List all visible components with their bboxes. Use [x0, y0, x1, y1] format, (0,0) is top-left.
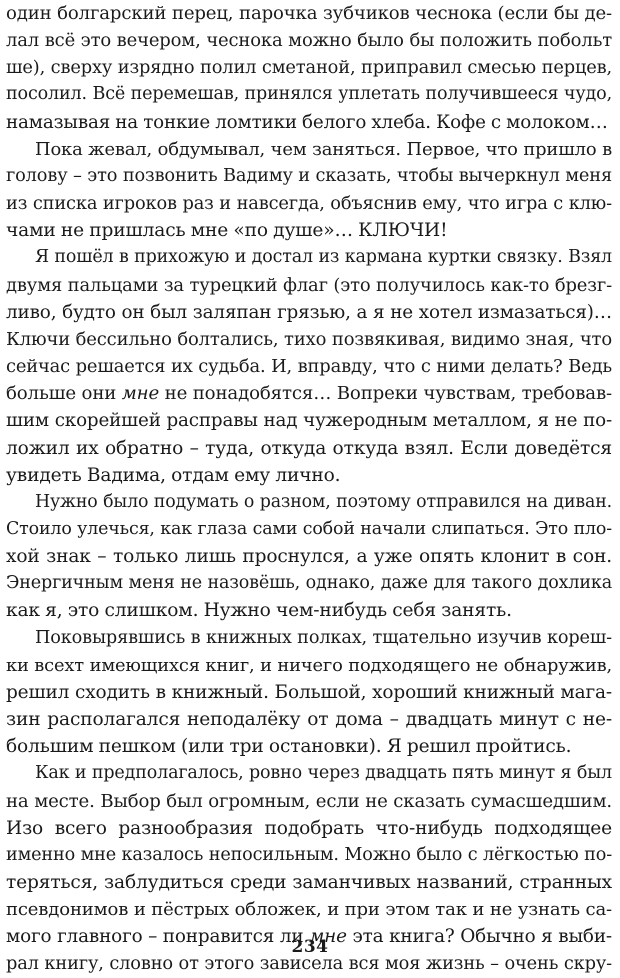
text-run: ше), сверху изрядно полил сметаной, приправил смесью перцев,: [6, 57, 612, 79]
text-run: сейчас решается их судьба. И, вправду, что с ними делать? Ведь: [6, 356, 612, 378]
text-line: [6, 326, 612, 353]
text-run: больше они: [6, 383, 122, 405]
text-run: Стоило улечься, как глаза сами собой начали слипаться. Это пло-: [6, 518, 612, 539]
text-run: рал книгу, словно от этого зависела вся моя жизнь – очень скру-: [6, 953, 612, 975]
paragraph: [6, 244, 612, 488]
text-line: [6, 597, 612, 624]
text-run: не понадобятся… Вопреки чувствам, требовав-: [159, 383, 613, 405]
text-run: увидеть Вадима, отдам ему лично.: [6, 464, 341, 486]
text-line: [6, 353, 612, 380]
text-line: [6, 733, 612, 760]
text-run: шим скорейшей расправы над чужеродным металлом, я не по-: [6, 410, 612, 432]
text-run: на месте. Выбор был огромным, если не сказать сумасшедшим.: [6, 790, 612, 812]
paragraph: [6, 136, 612, 245]
text-run: псевдонимов и пёстрых обложек, и при этом так и не узнать са-: [6, 899, 612, 921]
text-line: [6, 652, 612, 679]
text-run: эта книга? Обычно я выби-: [346, 926, 612, 948]
text-line: [6, 543, 612, 570]
text-line: [6, 788, 612, 815]
text-run: мого главного – понравится ли: [6, 926, 310, 948]
text-line: [6, 0, 612, 27]
text-line: [6, 54, 612, 81]
text-line: [6, 570, 612, 597]
text-line: [6, 706, 612, 733]
text-line: [6, 27, 612, 54]
text-line: [6, 190, 612, 217]
text-line: [6, 272, 612, 299]
text-run: ложил их обратно – туда, откуда откуда взял. Если доведётся: [6, 437, 612, 459]
text-line: [6, 81, 612, 108]
paragraph: [6, 625, 612, 761]
text-run: лал всё это вечером, чеснока можно было бы положить побольт: [6, 30, 612, 52]
text-run: намазывая на тонкие ломтики белого хлеба. Кофе с молоком…: [6, 111, 608, 133]
text-run: Ключи бессильно болтались, тихо позвякивая, видимо зная, что: [6, 328, 612, 350]
text-line: [6, 299, 612, 326]
page-body: [6, 0, 612, 978]
text-run: именно мне казалось непосильным. Можно было с лёгкостью по-: [6, 844, 612, 865]
text-run: Изо всего разнообразия подобрать что-нибудь подходящее: [6, 817, 612, 839]
text-run: голову – это позвонить Вадиму и сказать, чтобы вычеркнул меня: [6, 165, 612, 186]
text-line: [6, 489, 612, 516]
text-run: Нужно было подумать о разном, поэтому отправился на диван.: [35, 491, 612, 512]
text-line: [6, 407, 612, 434]
text-line: [6, 163, 612, 190]
text-run: двумя пальцами за турецкий флаг (это получилось как-то брезг-: [6, 274, 612, 296]
text-run: хой знак – только лишь проснулся, а уже опять клонит в сон.: [6, 546, 612, 568]
text-line: [6, 896, 612, 923]
text-line: [6, 217, 612, 244]
text-run: теряться, заблудиться среди заманчивых названий, странных: [6, 872, 612, 893]
text-run: Энергичным меня не назовёшь, однако, даже для такого дохлика: [6, 573, 612, 594]
text-line: [6, 462, 612, 489]
text-run: решил сходить в книжный. Большой, хороший книжный мага-: [6, 681, 612, 703]
text-run: ки всехт имеющихся книг, и ничего подходящего не обнаружив,: [6, 654, 612, 676]
text-line: [6, 136, 612, 163]
paragraph: [6, 0, 612, 136]
text-run: Как и предполагалось, ровно через двадцать пять минут я был: [35, 763, 612, 784]
text-run: один болгарский перец, парочка зубчиков чеснока (если бы де-: [6, 3, 612, 24]
text-line: [6, 760, 612, 787]
text-line: [6, 842, 612, 869]
text-run: как я, это слишком. Нужно чем-нибудь себя занять.: [6, 600, 512, 622]
text-run: зин располагался неподалёку от дома – двадцать минут с не-: [6, 709, 612, 731]
paragraph: [6, 489, 612, 625]
emphasis: мне: [309, 926, 347, 948]
text-line: [6, 625, 612, 652]
text-line: [6, 435, 612, 462]
text-run: Поковырявшись в книжных полках, тщательно изучив кореш-: [35, 627, 612, 648]
text-line: [6, 815, 612, 842]
text-run: из списка игроков раз и навсегда, объяснив ему, что игра с клю-: [6, 193, 612, 215]
page-number: 234: [291, 937, 329, 957]
text-run: ливо, будто он был заляпан грязью, а я не хотел измазаться)…: [6, 301, 612, 323]
book-page: [6, 0, 612, 978]
text-line: [6, 516, 612, 543]
text-run: Я пошёл в прихожую и достал из кармана куртки связку. Взял: [35, 247, 612, 268]
text-run: большим пешком (или три остановки). Я решил пройтись.: [6, 736, 572, 758]
text-run: Пока жевал, обдумывал, чем заняться. Первое, что пришло в: [35, 138, 612, 160]
text-line: [6, 244, 612, 271]
text-line: [6, 109, 612, 136]
text-run: чами не пришлась мне «по душе»… КЛЮЧИ!: [6, 220, 448, 242]
text-line: [6, 869, 612, 896]
text-line: [6, 679, 612, 706]
emphasis: мне: [121, 383, 160, 405]
text-run: посолил. Всё перемешав, принялся уплетать получившееся чудо,: [6, 84, 612, 105]
text-line: [6, 380, 612, 407]
